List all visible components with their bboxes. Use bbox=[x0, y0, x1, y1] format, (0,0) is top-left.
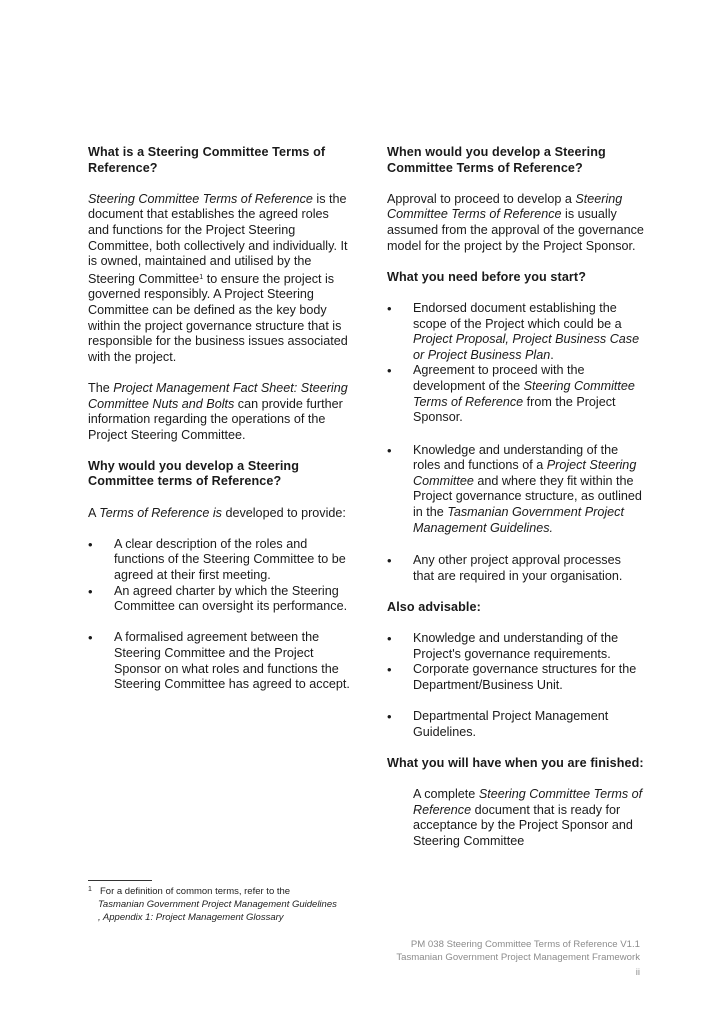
heading-when-finished: What you will have when you are finished: bbox=[387, 755, 644, 770]
page-number: ii bbox=[635, 967, 640, 978]
italic-fact-sheet-title: Project Management Fact Sheet: Steering Committee Nuts and Bolts bbox=[88, 380, 348, 411]
left-column bbox=[88, 145, 350, 693]
heading-what-you-need: What you need before you start? bbox=[387, 269, 587, 284]
list-item: • A formalised agreement between the Steering Committee and the Project Sponsor on what roles and functions the Steering Committee has agreed to accept. bbox=[88, 630, 350, 692]
list-item: • Knowledge and understanding of the roles and functions of a Project Steering Committee and where they fit within the Project governance structure, as outlined in the Tasmanian Government Project Management Guidelines. bbox=[387, 443, 645, 537]
footnote-divider bbox=[88, 880, 152, 881]
footnote-reference-title: Tasmanian Government Project Management Guidelines , Appendix 1: Project Management Glossary bbox=[98, 899, 337, 923]
heading-why-develop: Why would you develop a Steering Committee terms of Reference? bbox=[88, 458, 300, 489]
paragraph-fact-sheet: The Project Management Fact Sheet: Steering Committee Nuts and Bolts can provide further information regarding the operations of the Project Steering Committee. bbox=[88, 380, 348, 442]
footnote-number: 1 bbox=[88, 886, 92, 893]
right-column bbox=[387, 145, 645, 850]
list-item: • Agreement to proceed with the development of the Steering Committee Terms of Reference from the Project Sponsor. bbox=[387, 363, 645, 425]
paragraph-intro: A Terms of Reference is developed to provide: bbox=[88, 505, 346, 520]
footnote bbox=[88, 885, 338, 924]
list-item: • Corporate governance structures for the Department/Business Unit. bbox=[387, 662, 645, 693]
page-footer bbox=[396, 938, 640, 979]
footer-framework: Tasmanian Government Project Management Framework bbox=[396, 952, 640, 963]
list-item: • Departmental Project Management Guidelines. bbox=[387, 709, 645, 740]
bullet-list-advisable bbox=[387, 631, 645, 740]
list-item: • Endorsed document establishing the scope of the Project which could be a Project Proposal, Project Business Case or Project Business Plan. bbox=[387, 301, 645, 363]
list-item: • Any other project approval processes that are required in your organisation. bbox=[387, 553, 645, 584]
list-item: • Knowledge and understanding of the Project's governance requirements. bbox=[387, 631, 645, 662]
heading-also-advisable: Also advisable: bbox=[387, 600, 481, 615]
bullet-list-prerequisites bbox=[387, 301, 645, 585]
bullet-list-why bbox=[88, 537, 350, 693]
italic-term: Steering Committee Terms of Reference bbox=[88, 191, 313, 206]
heading-when-develop: When would you develop a Steering Committee Terms of Reference? bbox=[387, 145, 606, 175]
paragraph-definition: Steering Committee Terms of Reference is the document that establishes the agreed roles and functions for the Project Steering Committee, both collectively and individually. It is owned, maintained and utilised by the Steering Committee$^1$ to ensure the project is governed responsibly. A Project Steering Committee can be defined as the key body within the project governance structure that is responsible for the business issues associated with the project. bbox=[88, 191, 348, 364]
footnote-text: For a definition of common terms, refer to the bbox=[100, 886, 291, 897]
footnote-reference[interactable]: 1 bbox=[199, 273, 204, 281]
footer-document-id: PM 038 Steering Committee Terms of Reference V1.1 bbox=[410, 939, 640, 950]
paragraph-outcome: A complete Steering Committee Terms of Reference document that is ready for acceptance by the Project Sponsor and Steering Committee bbox=[413, 787, 643, 848]
list-item: • A clear description of the roles and functions of the Steering Committee to be agreed at their first meeting. bbox=[88, 537, 350, 584]
paragraph-approval: Approval to proceed to develop a Steering Committee Terms of Reference is usually assumed from the approval of the governance model for the project by the Project Sponsor. bbox=[387, 191, 644, 253]
list-item: • An agreed charter by which the Steering Committee can oversight its performance. bbox=[88, 584, 350, 615]
heading-what-is: What is a Steering Committee Terms of Reference? bbox=[88, 145, 326, 175]
